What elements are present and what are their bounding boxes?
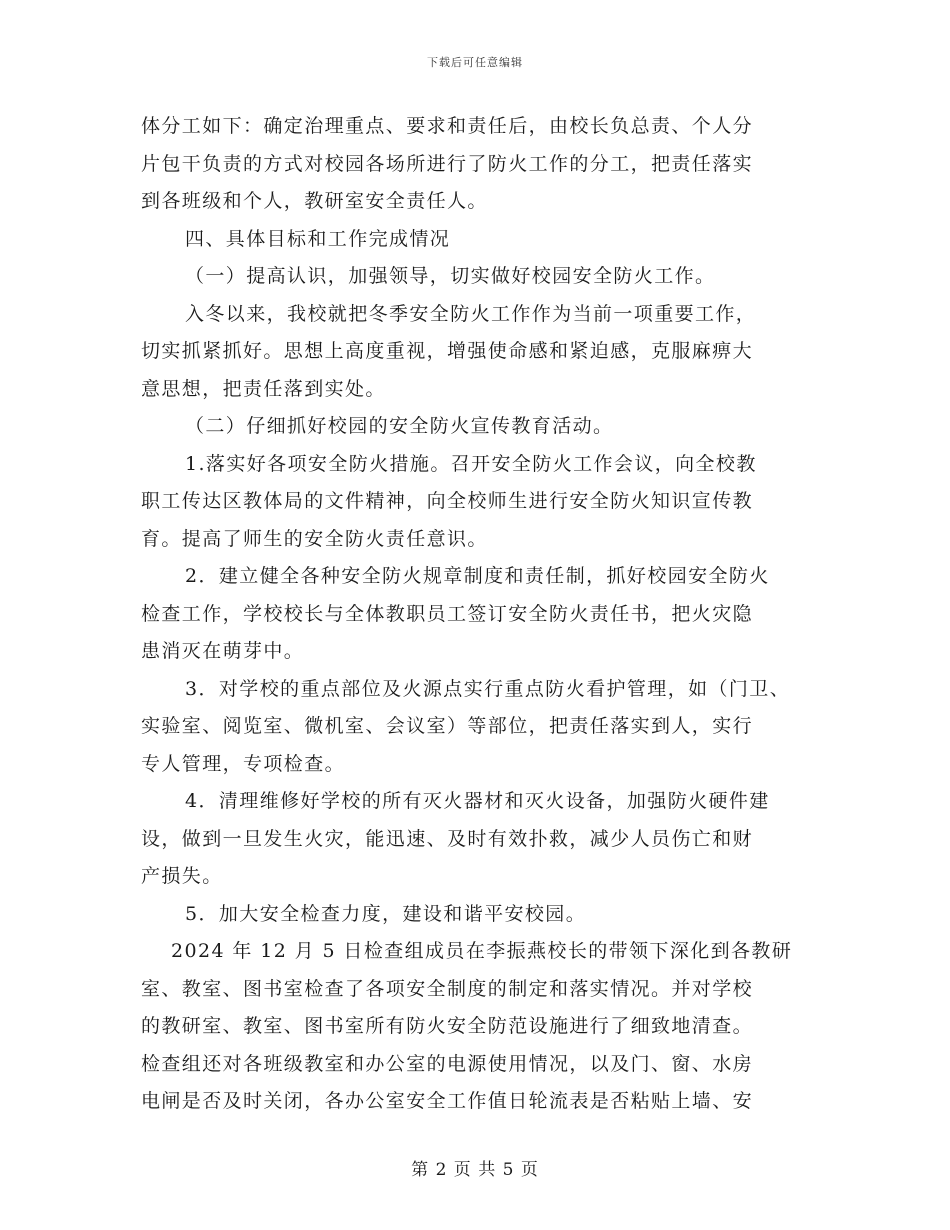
paragraph-line: 2024 年 12 月 5 日检查组成员在李振燕校长的带领下深化到各教研 xyxy=(171,940,793,962)
paragraph-line: 到各班级和个人，教研室安全责任人。 xyxy=(141,190,488,212)
paragraph-line: 专人管理，专项检查。 xyxy=(141,752,346,775)
document-body xyxy=(141,108,821,1121)
paragraph-line: 入冬以来，我校就把冬季安全防火工作作为当前一项重要工作， xyxy=(185,302,757,325)
paragraph-line: 4．清理维修好学校的所有灭火器材和灭火设备，加强防火硬件建 xyxy=(185,790,770,812)
section-heading: 四、具体目标和工作完成情况 xyxy=(185,227,451,250)
paragraph-line: 患消灭在萌芽中。 xyxy=(141,640,305,662)
paragraph-line: 职工传达区教体局的文件精神，向全校师生进行安全防火知识宣传教 xyxy=(141,490,754,512)
paragraph-line: 的教研室、教室、图书室所有防火安全防范设施进行了细致地清查。 xyxy=(141,1015,754,1037)
paragraph-line: 产损失。 xyxy=(141,865,223,887)
paragraph-line: 切实抓紧抓好。思想上高度重视，增强使命感和紧迫感，克服麻痹大 xyxy=(141,340,754,362)
page-number: 第 2 页 共 5 页 xyxy=(411,1160,539,1180)
paragraph-line: 意思想，把责任落到实处。 xyxy=(141,377,386,400)
paragraph-line: 检查组还对各班级教室和办公室的电源使用情况，以及门、窗、水房 xyxy=(141,1052,754,1075)
paragraph-line: 育。提高了师生的安全防火责任意识。 xyxy=(141,527,488,550)
paragraph-line: 检查工作，学校校长与全体教职员工签订安全防火责任书，把火灾隐 xyxy=(141,602,754,625)
paragraph-line: 室、教室、图书室检查了各项安全制度的制定和落实情况。并对学校 xyxy=(141,977,754,1000)
paragraph-line: 片包干负责的方式对校园各场所进行了防火工作的分工，把责任落实 xyxy=(141,152,754,175)
paragraph-line: 3．对学校的重点部位及火源点实行重点防火看护管理，如（门卫、 xyxy=(185,677,791,700)
paragraph-line: 5．加大安全检查力度，建设和谐平安校园。 xyxy=(185,902,587,925)
paragraph-line: 体分工如下：确定治理重点、要求和责任后，由校长负总责、个人分 xyxy=(141,115,754,137)
header-note: 下载后可任意编辑 xyxy=(427,56,523,69)
subsection-heading: （二）仔细抓好校园的安全防火宣传教育活动。 xyxy=(185,415,614,437)
paragraph-line: 设，做到一旦发生火灾，能迅速、及时有效扑救，减少人员伤亡和财 xyxy=(141,827,754,850)
paragraph-line: 电闸是否及时关闭，各办公室安全工作值日轮流表是否粘贴上墙、安 xyxy=(141,1090,754,1112)
paragraph-line: 实验室、阅览室、微机室、会议室）等部位，把责任落实到人，实行 xyxy=(141,715,754,737)
paragraph-line: 1.落实好各项安全防火措施。召开安全防火工作会议，向全校教 xyxy=(185,452,757,475)
paragraph-line: 2．建立健全各种安全防火规章制度和责任制，抓好校园安全防火 xyxy=(185,565,770,587)
subsection-heading: （一）提高认识，加强领导，切实做好校园安全防火工作。 xyxy=(185,265,716,287)
